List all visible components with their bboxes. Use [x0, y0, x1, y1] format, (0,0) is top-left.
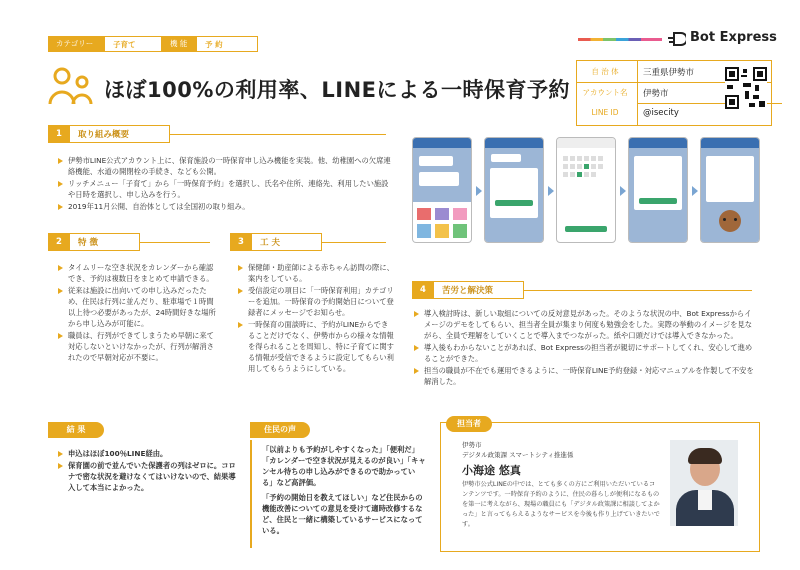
list-item: 保健師・助産師による赤ちゃん訪問の際に、案内をしている。	[238, 262, 394, 284]
section-4-number: 4	[412, 281, 434, 299]
function-label: 機 能	[162, 36, 196, 52]
info-box	[576, 60, 772, 126]
account-value: 伊勢市	[643, 89, 669, 99]
function-value: 予 約	[196, 36, 258, 52]
section-3-rule	[322, 242, 386, 243]
page-title: ほぼ100%の利用率、LINEによる一時保育予約	[104, 78, 570, 102]
brand-stripe	[578, 38, 662, 41]
section-1-number: 1	[48, 125, 70, 143]
voice-quote-2: 「予約の開始日を教えてほしい」など住民からの機能改善についての意見を受けて適時改修するなど、住民と一緒に構築しているサービスになっている。	[262, 493, 423, 535]
section-3-title: 工 夫	[252, 233, 322, 251]
person-photo	[670, 440, 738, 526]
list-item: リッチメニュー「子育て」から「一時保育予約」を選択し、氏名や住所、連絡先、利用したい施設や日時を選択し、申し込みを行う。	[58, 178, 392, 200]
arrow-icon	[476, 186, 482, 196]
family-icon	[48, 66, 94, 106]
section-1-title: 取り組み概要	[70, 125, 170, 143]
list-item: 職員は、行列ができてしまうため早朝に来て対応しないといけなかったが、行列が解消されたので早朝対応が不要に。	[58, 330, 218, 363]
results-label: 結 果	[48, 422, 104, 438]
section-3-list	[238, 262, 394, 375]
person-label: 担当者	[446, 416, 492, 432]
voice-quote-1: 「以前よりも予約がしやすくなった」「便利だ」「カレンダーで空き状況が見えるのが良い」「キャンセル待ちの申し込みができるので助かっている」など高評価。	[262, 445, 426, 487]
list-item: 2019年11月公開、自治体としては全国初の取り組み。	[58, 201, 392, 212]
lineid-label: LINE ID	[591, 108, 619, 117]
phone-screenshot-4	[628, 137, 688, 243]
section-2-rule	[140, 242, 210, 243]
arrow-icon	[620, 186, 626, 196]
person-org: 伊勢市	[462, 441, 482, 449]
section-2-title: 特 徴	[70, 233, 140, 251]
results-list	[58, 448, 238, 494]
phone-screenshot-2	[484, 137, 544, 243]
section-2-number: 2	[48, 233, 70, 251]
person-comment: 伊勢市公式LINEの中では、とても多くの方にご利用いただいているコンテンツです。一時保育予約のように、住民の暮らしが便利になるものを第一に考えながら、現場の職員にも「デジタル政策課に相談してよかった」と言ってもらえるようなサービスを今後も作り上げていきたいです。	[462, 481, 660, 528]
section-1-list	[58, 155, 392, 213]
list-item: 伊勢市LINE公式アカウント上に、保育施設の一時保育申し込み機能を実装。他、幼稚園への欠席連絡機能、水道の開閉栓の手続き、なども公開。	[58, 155, 392, 177]
municipality-value: 三重県伊勢市	[643, 68, 695, 78]
section-4-list	[414, 308, 758, 388]
list-item: 担当の職員が不在でも運用できるように、一時保育LINE予約登録・対応マニュアルを作製して不安を解消した。	[414, 365, 758, 387]
person-name: 小海途 悠真	[462, 464, 521, 477]
section-2-list	[58, 262, 218, 364]
phone-screenshot-1	[412, 137, 472, 243]
person-dept: デジタル政策課 スマートシティ推進係	[462, 451, 574, 459]
section-1-rule	[170, 134, 386, 135]
category-value: 子育て	[104, 36, 162, 52]
list-item: 導入検討時は、新しい取組についての反対意見があった。そのような状況の中、Bot Expressからイメージのデモをしてもらい、担当者全員が集まり何度も勉強会をした。実際の挙動のイメージを見ながら、全員で理解をしていくことで導入までつながった。紙や口頭だけでは導入できなかった。	[414, 308, 758, 341]
municipality-label: 自 治 体	[591, 67, 619, 76]
qr-code-icon[interactable]	[725, 67, 767, 109]
arrow-icon	[548, 186, 554, 196]
list-item: 保育園の前で並んでいた保護者の列はゼロに。コロナで密な状況を避けなくてはいけないので、結果導入して本当によかった。	[58, 460, 238, 493]
list-item: 申込はほぼ100％LINE経由。	[58, 448, 238, 459]
section-4-rule	[524, 290, 752, 291]
section-3-number: 3	[230, 233, 252, 251]
phone-screenshot-3	[556, 137, 616, 243]
section-4-title: 苦労と解決策	[434, 281, 524, 299]
arrow-icon	[692, 186, 698, 196]
logo-text: Bot Express	[690, 30, 777, 45]
lineid-value: @isecity	[643, 108, 679, 118]
account-label: アカウント名	[582, 88, 628, 97]
voices-box	[250, 440, 428, 548]
list-item: 一時保育の面談時に、予約がLINEからできることだけでなく、伊勢市からの様々な情報を得られることを周知し、特に子育てに関する情報が受信できるように設定してもらい利用してもらうようにしている。	[238, 319, 394, 374]
phone-screenshot-5	[700, 137, 760, 243]
list-item: タイムリーな空き状況をカレンダーから確認でき、予約は複数日をまとめて申請できる。	[58, 262, 218, 284]
list-item: 導入後もわからないことがあれば、Bot Expressの担当者が親切にサポートしてくれ、安心して進めることができた。	[414, 342, 758, 364]
bot-express-logo-icon	[668, 31, 686, 45]
category-label: カテゴリー	[48, 36, 104, 52]
list-item: 従来は施設に出向いての申し込みだったため、住民は行列に並んだり、駐車場で１時間以上待つ必要があったが、24時間好きな場所から申し込みが可能に。	[58, 285, 218, 329]
voices-label: 住民の声	[250, 422, 310, 438]
list-item: 受信設定の項目に「一時保育利用」カテゴリーを追加。一時保育の予約開始日について登録者にメッセージでお知らせ。	[238, 285, 394, 318]
